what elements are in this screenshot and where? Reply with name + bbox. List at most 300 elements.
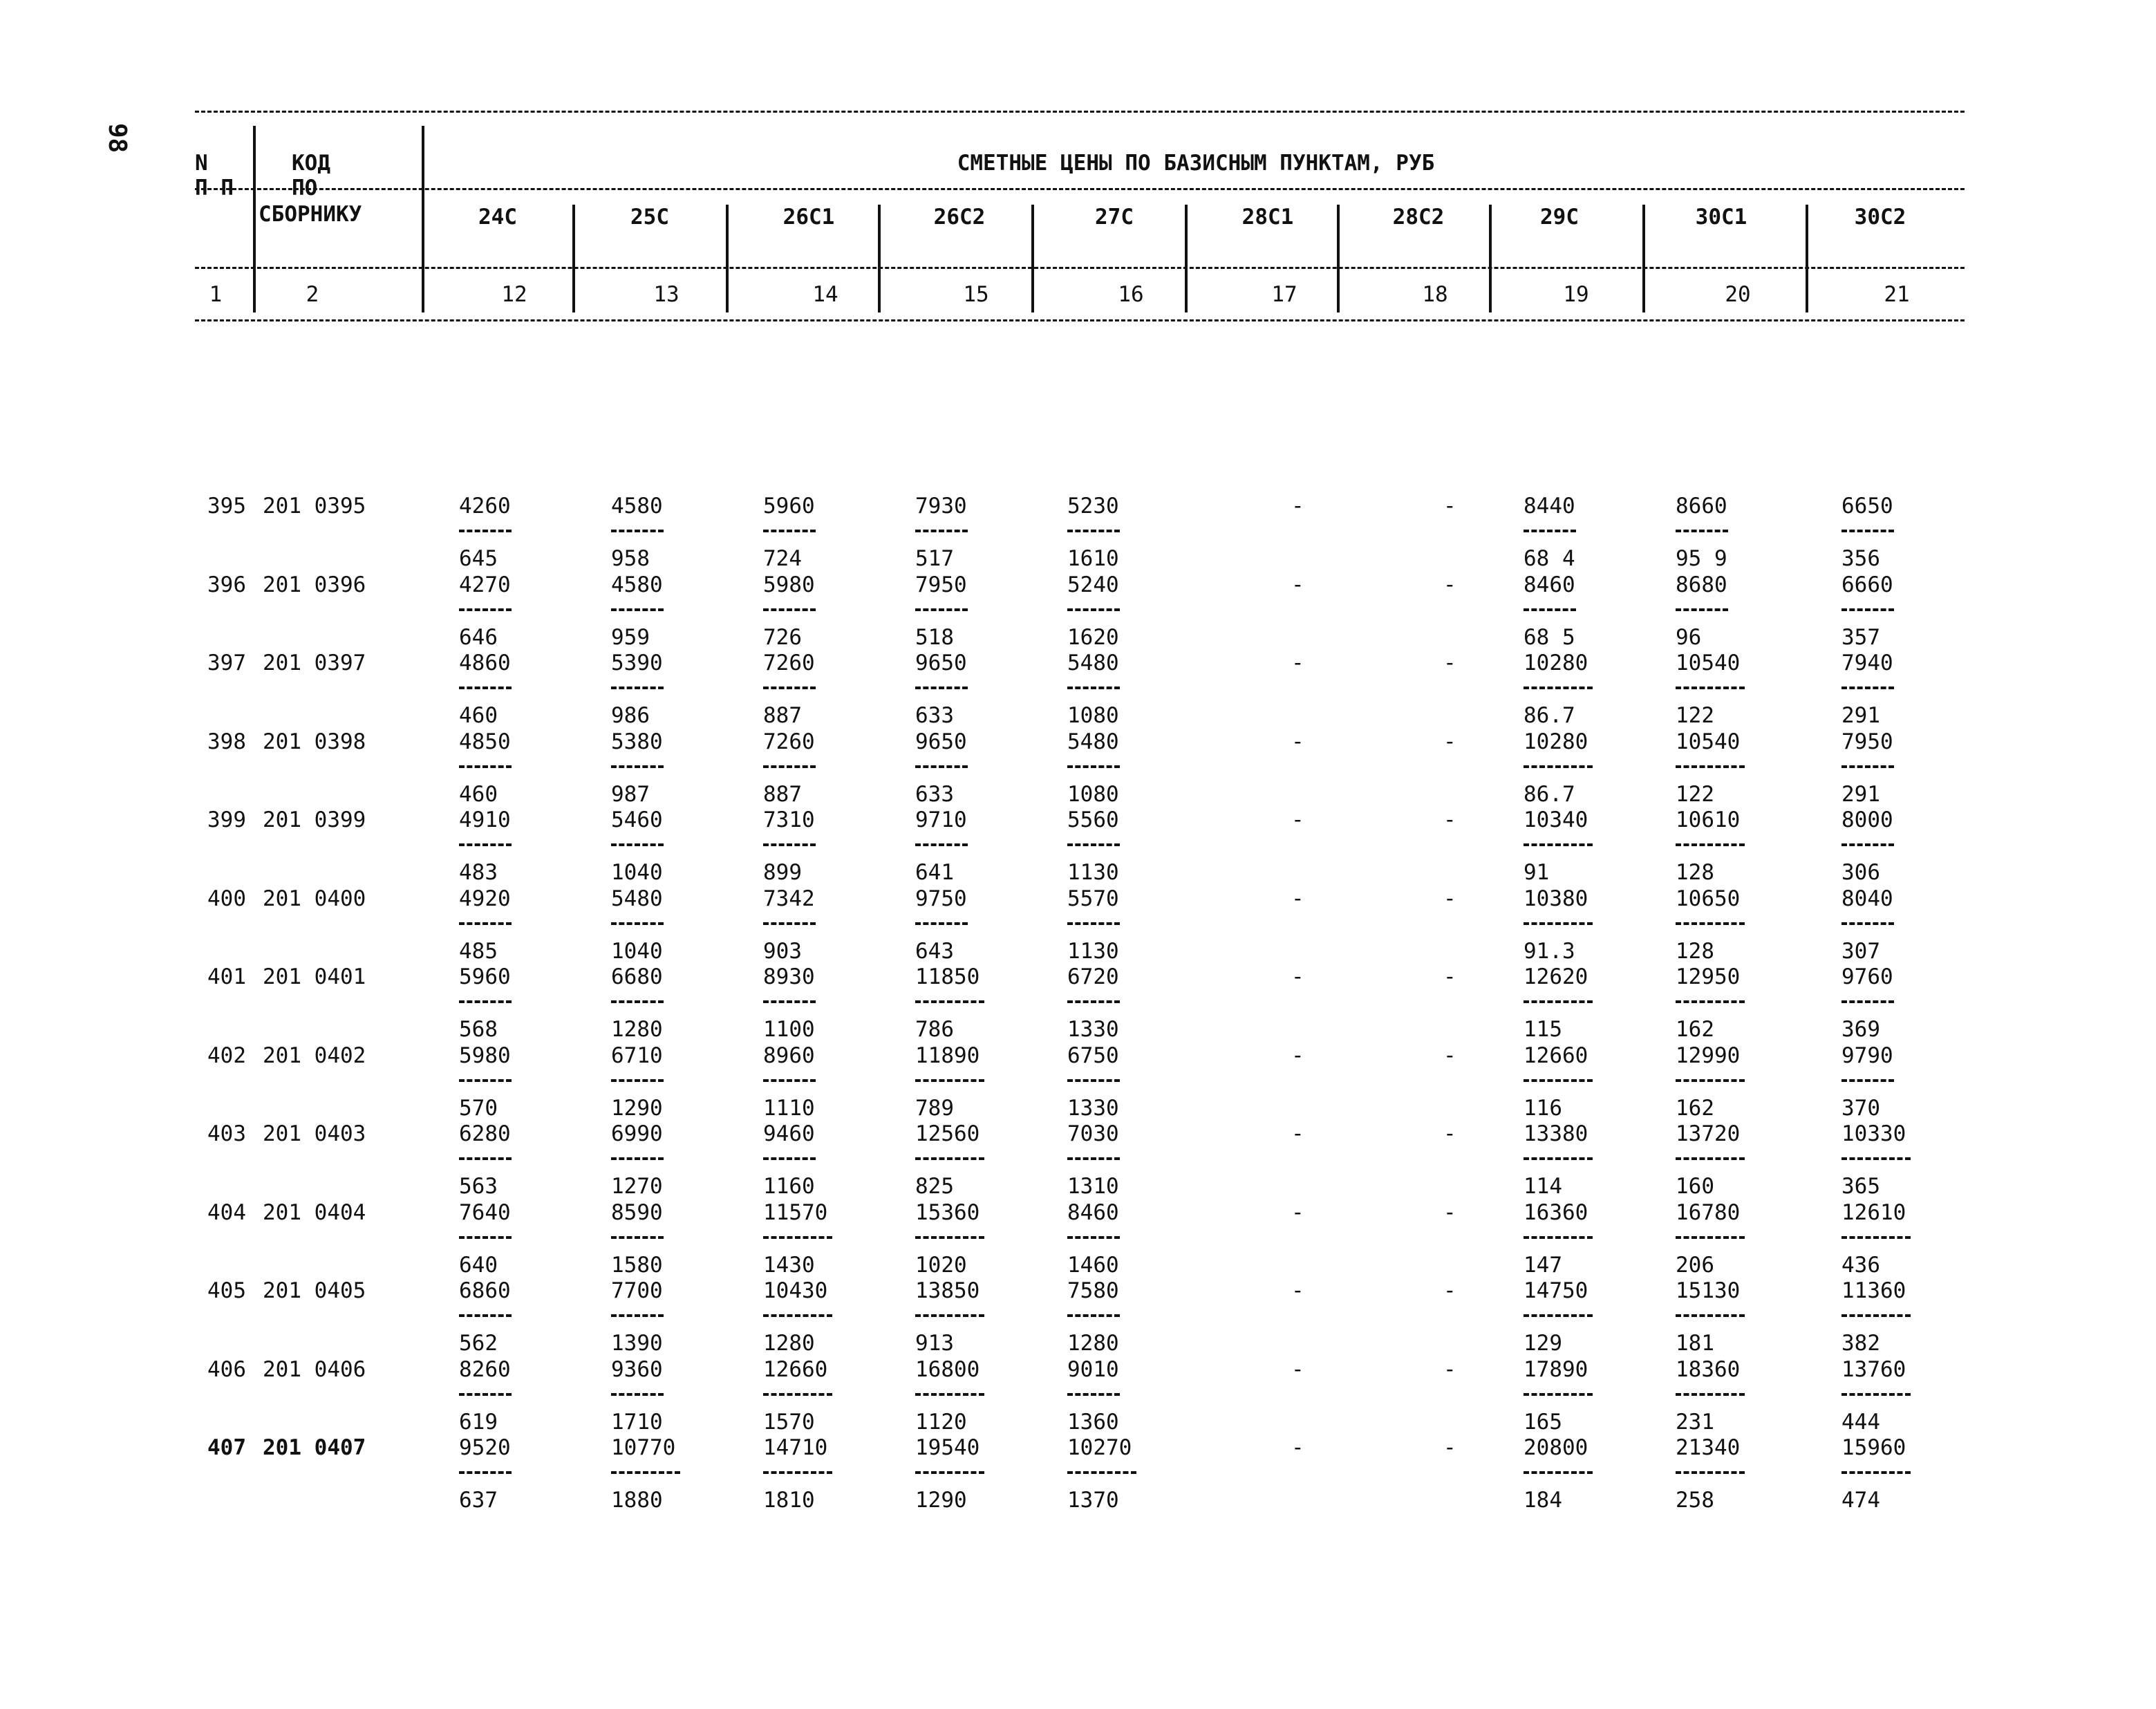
price-value: 5390 xyxy=(611,651,663,675)
price-sub-value: 68 5 xyxy=(1524,624,1575,650)
fraction-line xyxy=(1676,765,1745,768)
price-sub-value: 726 xyxy=(763,624,802,650)
price-value: 16360 xyxy=(1524,1199,1588,1225)
empty-dash: - xyxy=(1443,1435,1456,1460)
price-sub-value: 370 xyxy=(1841,1095,1880,1121)
price-value: 4260 xyxy=(459,494,511,519)
price-sub-value: 1580 xyxy=(611,1252,663,1278)
price-value: 10330 xyxy=(1841,1121,1906,1146)
price-value: 9360 xyxy=(611,1356,663,1382)
header-separator xyxy=(422,126,424,312)
price-sub-value: 436 xyxy=(1841,1252,1880,1278)
fraction-line xyxy=(763,608,816,611)
price-value: 9710 xyxy=(915,807,967,832)
header-separator xyxy=(1806,205,1808,312)
price-value: 15360 xyxy=(915,1199,980,1225)
row-number: 396 xyxy=(207,572,246,597)
price-value: 7580 xyxy=(1067,1278,1119,1303)
fraction-line xyxy=(1676,922,1745,925)
price-value: 7700 xyxy=(611,1278,663,1303)
point-header: 30С1 xyxy=(1695,205,1747,230)
price-sub-value: 825 xyxy=(915,1174,954,1199)
fraction-line xyxy=(1524,1471,1593,1474)
fraction-line xyxy=(1067,1471,1136,1474)
page-number: 98 xyxy=(103,123,131,153)
empty-dash: - xyxy=(1443,494,1456,519)
price-value: 12610 xyxy=(1841,1199,1906,1225)
point-header: 29С xyxy=(1540,205,1579,230)
price-value: 9650 xyxy=(915,729,967,754)
row-code: 201 0403 xyxy=(263,1121,366,1146)
fraction-line xyxy=(459,1236,512,1239)
price-sub-value: 887 xyxy=(763,703,802,728)
price-sub-value: 1040 xyxy=(611,938,663,964)
price-value: 10650 xyxy=(1676,886,1741,911)
empty-dash: - xyxy=(1291,964,1304,989)
price-sub-value: 1290 xyxy=(915,1488,967,1513)
price-sub-value: 68 4 xyxy=(1524,546,1575,571)
fraction-line xyxy=(1067,1314,1120,1317)
price-value: 5980 xyxy=(459,1043,511,1068)
price-sub-value: 128 xyxy=(1676,860,1714,885)
col-code-label: СБОРНИКУ xyxy=(259,202,362,227)
point-header: 24С xyxy=(478,205,517,230)
fraction-line xyxy=(1524,1314,1593,1317)
price-sub-value: 357 xyxy=(1841,624,1880,650)
price-sub-value: 181 xyxy=(1676,1331,1714,1356)
price-value: 9750 xyxy=(915,886,967,911)
fraction-line xyxy=(1524,922,1593,925)
price-sub-value: 231 xyxy=(1676,1409,1714,1435)
price-sub-value: 369 xyxy=(1841,1017,1880,1042)
fraction-line xyxy=(1067,608,1120,611)
price-value: 10430 xyxy=(763,1278,828,1303)
fraction-line xyxy=(1841,530,1894,532)
fraction-line xyxy=(763,922,816,925)
price-sub-value: 115 xyxy=(1524,1017,1562,1042)
price-sub-value: 643 xyxy=(915,938,954,964)
price-sub-value: 365 xyxy=(1841,1174,1880,1199)
fraction-line xyxy=(1067,843,1120,846)
price-value: 11850 xyxy=(915,964,980,989)
fraction-line xyxy=(1067,1079,1120,1082)
price-sub-value: 887 xyxy=(763,781,802,807)
empty-dash: - xyxy=(1443,1199,1456,1225)
price-sub-value: 1620 xyxy=(1067,624,1119,650)
empty-dash: - xyxy=(1443,1043,1456,1068)
price-value: 7950 xyxy=(915,572,967,597)
fraction-line xyxy=(1524,843,1593,846)
price-sub-value: 1570 xyxy=(763,1409,815,1435)
header-separator xyxy=(253,126,256,312)
row-number: 405 xyxy=(207,1278,246,1303)
price-sub-value: 122 xyxy=(1676,781,1714,807)
price-value: 12950 xyxy=(1676,964,1741,989)
fraction-line xyxy=(1676,1157,1745,1160)
price-sub-value: 619 xyxy=(459,1409,498,1435)
price-sub-value: 640 xyxy=(459,1252,498,1278)
fraction-line xyxy=(1841,687,1894,689)
price-value: 18360 xyxy=(1676,1356,1741,1382)
row-number: 401 xyxy=(207,964,246,989)
price-value: 19540 xyxy=(915,1435,980,1460)
header-separator xyxy=(1031,205,1034,312)
col-number: 18 xyxy=(1422,282,1448,307)
point-header: 25С xyxy=(630,205,669,230)
fraction-line xyxy=(611,922,664,925)
fraction-line xyxy=(1067,1236,1120,1239)
price-value: 9460 xyxy=(763,1121,815,1146)
fraction-line xyxy=(611,1079,664,1082)
fraction-line xyxy=(611,1236,664,1239)
price-sub-value: 517 xyxy=(915,546,954,571)
fraction-line xyxy=(459,608,512,611)
price-sub-value: 1360 xyxy=(1067,1409,1119,1435)
row-number: 395 xyxy=(207,494,246,519)
price-sub-value: 959 xyxy=(611,624,650,650)
price-value: 7310 xyxy=(763,807,815,832)
row-number: 404 xyxy=(207,1199,246,1225)
fraction-line xyxy=(1841,1157,1911,1160)
price-sub-value: 1080 xyxy=(1067,703,1119,728)
price-value: 14750 xyxy=(1524,1278,1588,1303)
row-number: 403 xyxy=(207,1121,246,1146)
fraction-line xyxy=(763,1236,832,1239)
price-value: 21340 xyxy=(1676,1435,1741,1460)
row-number: 406 xyxy=(207,1356,246,1382)
price-value: 8930 xyxy=(763,964,815,989)
row-number: 400 xyxy=(207,886,246,911)
price-sub-value: 563 xyxy=(459,1174,498,1199)
price-sub-value: 474 xyxy=(1841,1488,1880,1513)
empty-dash: - xyxy=(1443,964,1456,989)
price-value: 4270 xyxy=(459,572,511,597)
empty-dash: - xyxy=(1291,1121,1304,1146)
fraction-line xyxy=(611,608,664,611)
price-sub-value: 165 xyxy=(1524,1409,1562,1435)
fraction-line xyxy=(1676,1471,1745,1474)
price-sub-value: 1280 xyxy=(763,1331,815,1356)
empty-dash: - xyxy=(1443,1356,1456,1382)
price-sub-value: 986 xyxy=(611,703,650,728)
fraction-line xyxy=(459,1157,512,1160)
price-value: 13760 xyxy=(1841,1356,1906,1382)
price-sub-value: 637 xyxy=(459,1488,498,1513)
price-sub-value: 789 xyxy=(915,1095,954,1121)
fraction-line xyxy=(915,765,968,768)
price-value: 10540 xyxy=(1676,729,1741,754)
row-number: 399 xyxy=(207,807,246,832)
price-sub-value: 518 xyxy=(915,624,954,650)
price-value: 7260 xyxy=(763,729,815,754)
col-number: 1 xyxy=(209,282,223,307)
price-value: 5380 xyxy=(611,729,663,754)
fraction-line xyxy=(459,687,512,689)
price-value: 15960 xyxy=(1841,1435,1906,1460)
price-value: 20800 xyxy=(1524,1435,1588,1460)
fraction-line xyxy=(1841,843,1894,846)
price-sub-value: 958 xyxy=(611,546,650,571)
price-sub-value: 291 xyxy=(1841,703,1880,728)
price-value: 11360 xyxy=(1841,1278,1906,1303)
price-value: 7640 xyxy=(459,1199,511,1225)
price-sub-value: 1460 xyxy=(1067,1252,1119,1278)
price-sub-value: 91 xyxy=(1524,860,1550,885)
price-sub-value: 382 xyxy=(1841,1331,1880,1356)
price-sub-value: 1390 xyxy=(611,1331,663,1356)
col-number: 12 xyxy=(501,282,527,307)
price-value: 5980 xyxy=(763,572,815,597)
price-sub-value: 1290 xyxy=(611,1095,663,1121)
empty-dash: - xyxy=(1291,1356,1304,1382)
point-header: 28С1 xyxy=(1241,205,1294,230)
price-sub-value: 485 xyxy=(459,938,498,964)
price-value: 4580 xyxy=(611,494,663,519)
price-value: 9010 xyxy=(1067,1356,1119,1382)
col-number: 17 xyxy=(1271,282,1297,307)
fraction-line xyxy=(1676,1393,1745,1396)
price-value: 8680 xyxy=(1676,572,1727,597)
fraction-line xyxy=(763,843,816,846)
fraction-line xyxy=(915,608,968,611)
col-number: 19 xyxy=(1563,282,1589,307)
price-sub-value: 1280 xyxy=(1067,1331,1119,1356)
price-value: 13380 xyxy=(1524,1121,1588,1146)
price-value: 5480 xyxy=(1067,729,1119,754)
price-sub-value: 1280 xyxy=(611,1017,663,1042)
price-value: 9790 xyxy=(1841,1043,1893,1068)
price-sub-value: 483 xyxy=(459,860,498,885)
fraction-line xyxy=(1676,687,1745,689)
price-sub-value: 128 xyxy=(1676,938,1714,964)
fraction-line xyxy=(1524,1079,1593,1082)
price-value: 17890 xyxy=(1524,1356,1588,1382)
empty-dash: - xyxy=(1443,886,1456,911)
price-sub-value: 1610 xyxy=(1067,546,1119,571)
price-value: 4920 xyxy=(459,886,511,911)
price-value: 8590 xyxy=(611,1199,663,1225)
col-code-label: КОД xyxy=(292,151,330,176)
fraction-line xyxy=(1841,1079,1894,1082)
fraction-line xyxy=(763,1471,832,1474)
fraction-line xyxy=(1524,530,1576,532)
price-sub-value: 116 xyxy=(1524,1095,1562,1121)
col-number: 13 xyxy=(653,282,679,307)
price-value: 6860 xyxy=(459,1278,511,1303)
price-value: 4910 xyxy=(459,807,511,832)
header-separator xyxy=(1337,205,1340,312)
price-value: 10280 xyxy=(1524,651,1588,675)
price-value: 8000 xyxy=(1841,807,1893,832)
row-code: 201 0404 xyxy=(263,1199,366,1225)
fraction-line xyxy=(611,1393,664,1396)
price-sub-value: 1310 xyxy=(1067,1174,1119,1199)
fraction-line xyxy=(763,1079,816,1082)
price-sub-value: 306 xyxy=(1841,860,1880,885)
price-value: 6680 xyxy=(611,964,663,989)
header-separator xyxy=(1185,205,1188,312)
price-sub-value: 724 xyxy=(763,546,802,571)
price-sub-value: 1080 xyxy=(1067,781,1119,807)
price-sub-value: 570 xyxy=(459,1095,498,1121)
price-sub-value: 646 xyxy=(459,624,498,650)
price-sub-value: 899 xyxy=(763,860,802,885)
price-value: 6990 xyxy=(611,1121,663,1146)
price-sub-value: 1160 xyxy=(763,1174,815,1199)
price-sub-value: 122 xyxy=(1676,703,1714,728)
header-rule xyxy=(195,319,1965,321)
header-separator xyxy=(1489,205,1492,312)
row-code: 201 0396 xyxy=(263,572,366,597)
fraction-line xyxy=(1524,687,1593,689)
fraction-line xyxy=(763,530,816,532)
price-value: 5240 xyxy=(1067,572,1119,597)
empty-dash: - xyxy=(1291,886,1304,911)
price-value: 16780 xyxy=(1676,1199,1741,1225)
fraction-line xyxy=(459,1079,512,1082)
row-number: 398 xyxy=(207,729,246,754)
price-value: 8660 xyxy=(1676,494,1727,519)
price-value: 5960 xyxy=(459,964,511,989)
price-value: 7260 xyxy=(763,651,815,675)
fraction-line xyxy=(611,1000,664,1003)
fraction-line xyxy=(763,765,816,768)
header-separator xyxy=(572,205,575,312)
price-value: 15130 xyxy=(1676,1278,1741,1303)
price-value: 8460 xyxy=(1524,572,1575,597)
price-sub-value: 86.7 xyxy=(1524,781,1575,807)
price-value: 8460 xyxy=(1067,1199,1119,1225)
fraction-line xyxy=(1841,765,1894,768)
fraction-line xyxy=(1067,530,1120,532)
fraction-line xyxy=(763,687,816,689)
empty-dash: - xyxy=(1291,1278,1304,1303)
fraction-line xyxy=(915,530,968,532)
fraction-line xyxy=(1524,608,1576,611)
empty-dash: - xyxy=(1443,651,1456,675)
price-sub-value: 91.3 xyxy=(1524,938,1575,964)
fraction-line xyxy=(1524,1236,1593,1239)
col-n-label: П П xyxy=(195,176,234,200)
price-sub-value: 633 xyxy=(915,781,954,807)
price-value: 7950 xyxy=(1841,729,1893,754)
price-value: 8960 xyxy=(763,1043,815,1068)
price-value: 12560 xyxy=(915,1121,980,1146)
fraction-line xyxy=(1524,765,1593,768)
point-header: 26С2 xyxy=(933,205,986,230)
fraction-line xyxy=(763,1314,832,1317)
fraction-line xyxy=(1841,1314,1911,1317)
price-value: 8040 xyxy=(1841,886,1893,911)
header-rule xyxy=(195,267,1965,269)
fraction-line xyxy=(1067,1000,1120,1003)
fraction-line xyxy=(611,765,664,768)
price-sub-value: 129 xyxy=(1524,1331,1562,1356)
price-value: 5560 xyxy=(1067,807,1119,832)
price-sub-value: 96 xyxy=(1676,624,1702,650)
fraction-line xyxy=(459,1000,512,1003)
row-code: 201 0407 xyxy=(263,1435,366,1460)
price-sub-value: 1810 xyxy=(763,1488,815,1513)
fraction-line xyxy=(459,922,512,925)
price-sub-value: 633 xyxy=(915,703,954,728)
price-sub-value: 307 xyxy=(1841,938,1880,964)
fraction-line xyxy=(1676,1079,1745,1082)
row-number: 407 xyxy=(207,1435,246,1460)
col-n-label: N xyxy=(195,151,208,176)
price-value: 8440 xyxy=(1524,494,1575,519)
header-rule xyxy=(195,111,1965,113)
fraction-line xyxy=(1524,1157,1593,1160)
fraction-line xyxy=(763,1157,816,1160)
point-header: 26С1 xyxy=(782,205,835,230)
price-sub-value: 206 xyxy=(1676,1252,1714,1278)
col-number: 14 xyxy=(812,282,838,307)
price-sub-value: 444 xyxy=(1841,1409,1880,1435)
header-separator xyxy=(878,205,881,312)
price-value: 4850 xyxy=(459,729,511,754)
price-value: 10610 xyxy=(1676,807,1741,832)
price-value: 5460 xyxy=(611,807,663,832)
empty-dash: - xyxy=(1291,1199,1304,1225)
price-value: 6710 xyxy=(611,1043,663,1068)
col-number: 21 xyxy=(1884,282,1910,307)
price-sub-value: 162 xyxy=(1676,1095,1714,1121)
price-sub-value: 913 xyxy=(915,1331,954,1356)
price-value: 13720 xyxy=(1676,1121,1741,1146)
point-header: 30С2 xyxy=(1854,205,1906,230)
fraction-line xyxy=(1067,922,1120,925)
empty-dash: - xyxy=(1443,807,1456,832)
price-value: 5960 xyxy=(763,494,815,519)
price-value: 10270 xyxy=(1067,1435,1132,1460)
fraction-line xyxy=(915,843,968,846)
fraction-line xyxy=(1676,608,1728,611)
fraction-line xyxy=(915,922,968,925)
price-sub-value: 1710 xyxy=(611,1409,663,1435)
price-value: 6650 xyxy=(1841,494,1893,519)
fraction-line xyxy=(915,1236,984,1239)
price-sub-value: 1120 xyxy=(915,1409,967,1435)
fraction-line xyxy=(459,1314,512,1317)
price-value: 12660 xyxy=(1524,1043,1588,1068)
price-value: 10770 xyxy=(611,1435,676,1460)
col-code-label: ПО xyxy=(292,176,318,200)
price-sub-value: 184 xyxy=(1524,1488,1562,1513)
price-sub-value: 95 9 xyxy=(1676,546,1727,571)
price-value: 12990 xyxy=(1676,1043,1741,1068)
span-title: СМЕТНЫЕ ЦЕНЫ ПО БАЗИСНЫМ ПУНКТАМ, РУБ xyxy=(957,151,1435,176)
row-number: 397 xyxy=(207,651,246,675)
row-code: 201 0395 xyxy=(263,494,366,519)
row-code: 201 0402 xyxy=(263,1043,366,1068)
price-value: 6660 xyxy=(1841,572,1893,597)
price-sub-value: 1100 xyxy=(763,1017,815,1042)
row-code: 201 0400 xyxy=(263,886,366,911)
price-value: 10280 xyxy=(1524,729,1588,754)
price-sub-value: 114 xyxy=(1524,1174,1562,1199)
fraction-line xyxy=(915,1471,984,1474)
row-code: 201 0398 xyxy=(263,729,366,754)
empty-dash: - xyxy=(1443,1278,1456,1303)
price-value: 6280 xyxy=(459,1121,511,1146)
price-value: 10540 xyxy=(1676,651,1741,675)
empty-dash: - xyxy=(1443,1121,1456,1146)
price-value: 8260 xyxy=(459,1356,511,1382)
price-value: 11570 xyxy=(763,1199,828,1225)
price-sub-value: 460 xyxy=(459,703,498,728)
price-value: 10340 xyxy=(1524,807,1588,832)
